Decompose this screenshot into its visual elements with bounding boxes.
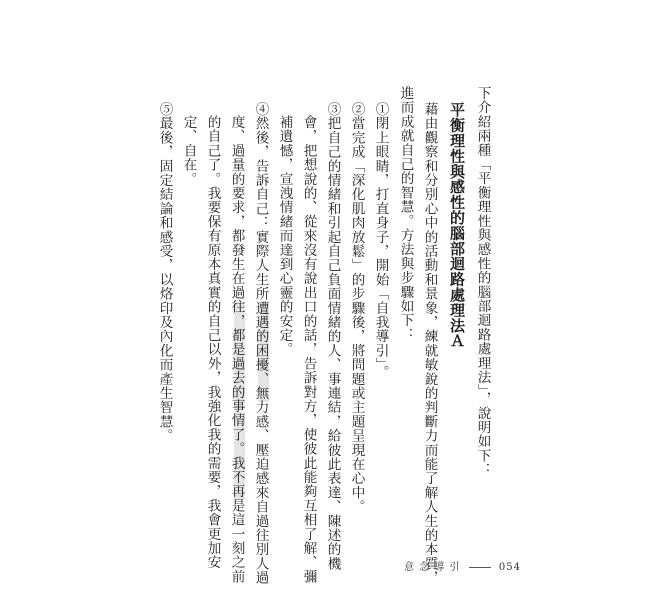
step-4-line: 的自己了。我要保有原本真實的自己以外，我強化我的需要，我會更加安 <box>204 115 221 570</box>
step-3-line: 補遺憾，宣洩情緒而達到心靈的安定。 <box>276 115 293 357</box>
book-title: 意 念 導 引 <box>404 562 461 573</box>
step-4-line: 定、自在。 <box>180 115 197 186</box>
step-5-line: ⑤最後，固定結論和感受，以烙印及內化而產生智慧。 <box>156 102 173 443</box>
intro-line: 下介紹兩種「平衡理性與感性的腦部迴路處理法」，說明如下： <box>474 86 491 477</box>
step-1-line: ①閉上眼睛，打直身子，開始「自我導引」。 <box>372 102 389 380</box>
page-number: 054 <box>498 562 522 573</box>
body-line: 藉由觀察和分別心中的活動和景象，練就敏銳的判斷力而能了解人生的本質， <box>421 102 438 585</box>
footer-rule <box>469 567 491 568</box>
step-3-line: ③把自己的情緒和引起自己負面情緒的人、事連結，給彼此表達、陳述的機 <box>324 102 341 571</box>
step-4-line: 度、過量的要求，都發生在過往，都是過去的事情了。我不再是這一刻之前 <box>228 115 245 584</box>
section-heading: 平衡理性與感性的腦部迴路處理法Ａ <box>448 102 466 349</box>
body-line: 進而成就自己的智慧。方法與步驟如下： <box>397 86 414 342</box>
page-footer <box>404 558 521 573</box>
step-2-line: ②當完成「深化肌肉放鬆」的步驟後，將問題或主題呈現在心中。 <box>348 102 365 514</box>
step-3-line: 會，把想說的、從來沒有說出口的話，告訴對方，使彼此能夠互相了解、彌 <box>300 115 317 584</box>
step-4-line: ④然後，告訴自己：實際人生所遭遇的困擾、無力感、壓迫感來自過往別人過 <box>252 102 269 585</box>
